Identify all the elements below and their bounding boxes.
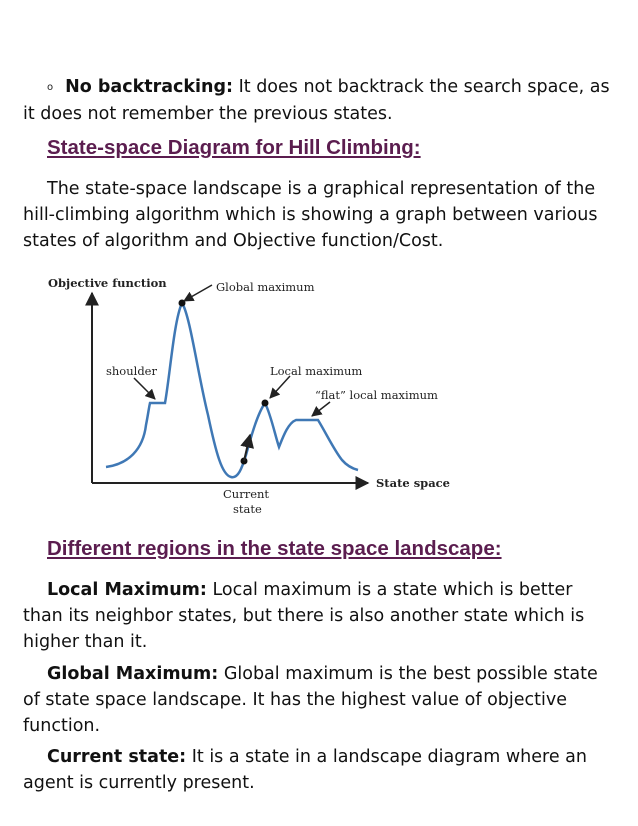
current-state-paragraph [23,744,613,796]
global-maximum-arrow [184,285,212,301]
state-space-heading: State-space Diagram for Hill Climbing: [47,136,421,159]
no-backtracking-paragraph [23,74,613,127]
regions-heading: Different regions in the state space landscape: [47,537,502,560]
local-maximum-label: Local maximum [270,364,363,378]
current-state-term: Current state: [47,747,187,767]
x-axis-label: State space [376,476,450,490]
global-maximum-paragraph [23,661,613,739]
current-state-text: It is a state in a landscape diagram where an agent is currently present. [23,747,587,793]
global-maximum-text: Global maximum is the best possible state of state space landscape. It has the highest value of objective function. [23,664,598,736]
current-state-label-line1: Current [223,487,270,501]
local-maximum-text: Local maximum is a state which is better than its neighbor states, but there is also another state which is higher than it. [23,580,585,652]
no-backtracking-term: No backtracking: [65,77,234,97]
shoulder-label: shoulder [106,364,157,378]
flat-local-maximum-arrow [312,402,330,416]
global-maximum-term: Global Maximum: [47,664,219,684]
local-maximum-point [262,400,269,407]
y-axis-label: Objective function [48,276,167,290]
state-space-diagram [0,265,638,525]
state-space-paragraph: The state-space landscape is a graphical representation of the hill-climbing algorithm which is showing a graph between various states of algorithm and Objective function/Cost. [23,179,598,251]
current-state-label-line2: state [233,502,262,516]
shoulder-arrow [134,378,155,399]
no-backtracking-text: It does not backtrack the search space, as it does not remember the previous states. [23,77,610,124]
local-maximum-term: Local Maximum: [47,580,207,600]
local-maximum-paragraph [23,577,613,655]
flat-local-maximum-label: “flat” local maximum [315,388,438,402]
local-maximum-arrow [270,376,290,398]
global-maximum-label: Global maximum [216,280,315,294]
bullet-circle-icon: o [47,82,54,93]
